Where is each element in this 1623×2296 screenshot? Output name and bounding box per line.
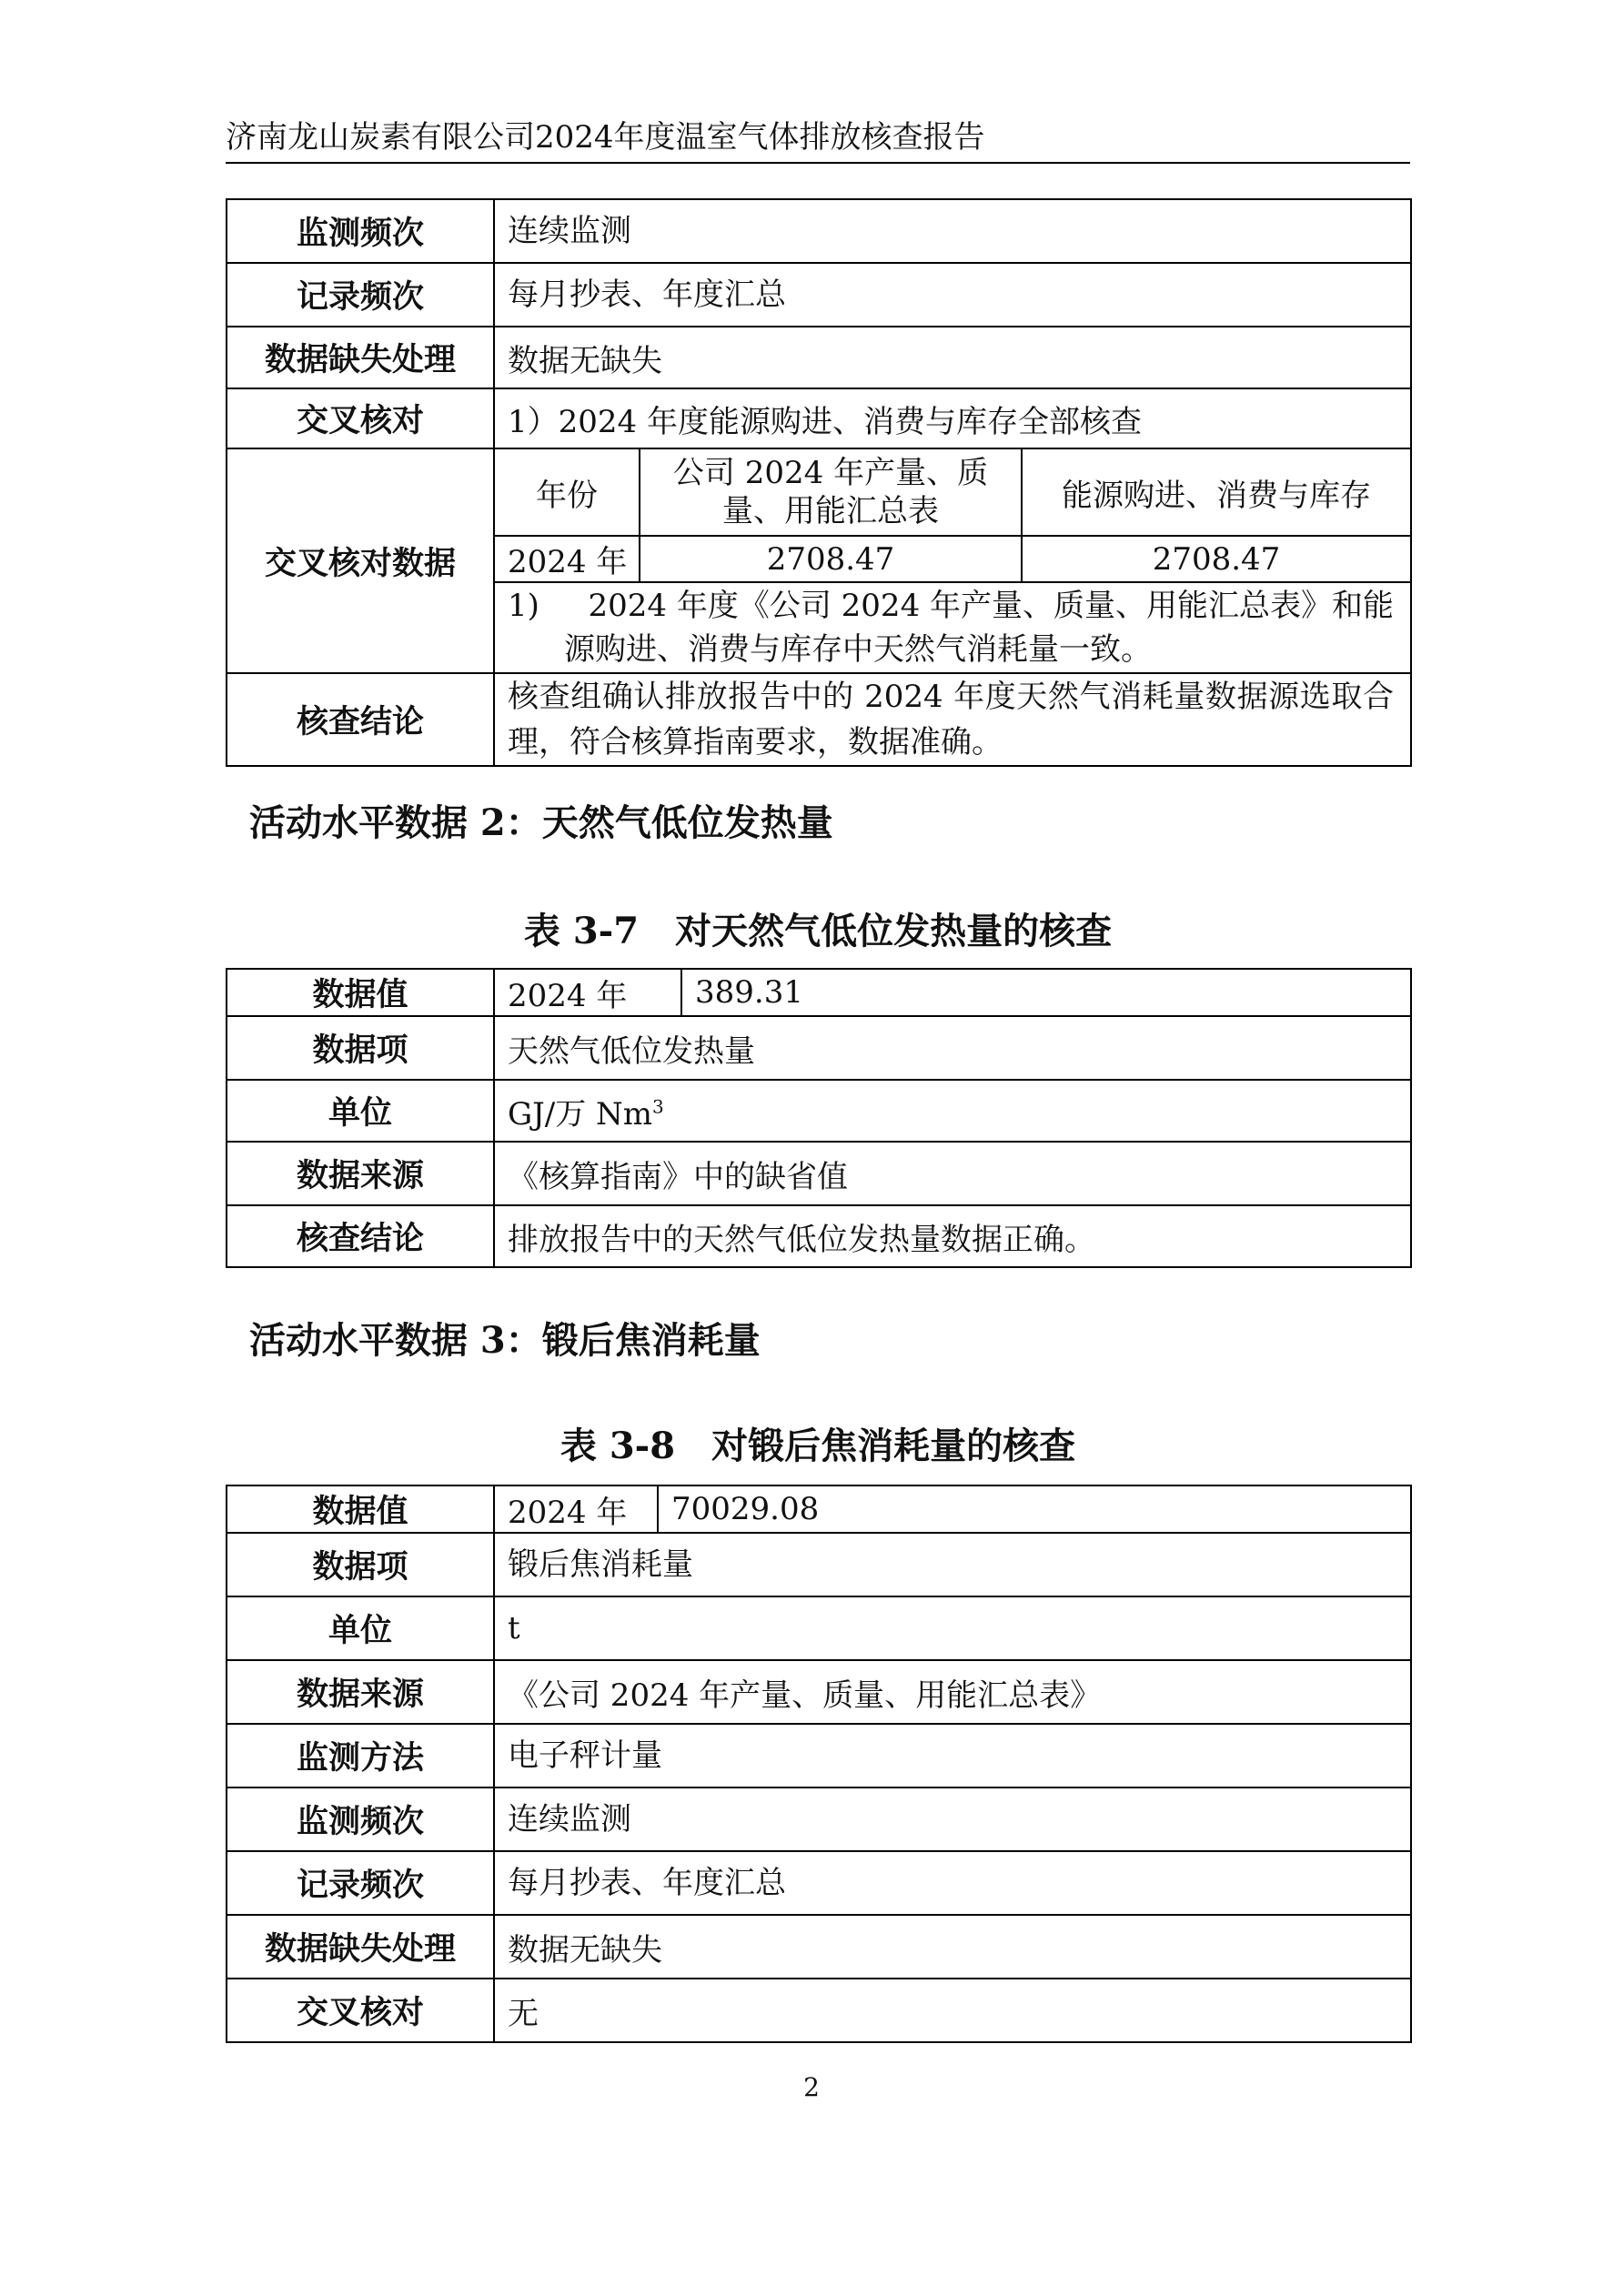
- table-row: [227, 969, 1411, 1016]
- row-value: 数据无缺失: [494, 1915, 1411, 1979]
- value-cell: 389.31: [681, 969, 1411, 1016]
- table-row: [227, 1724, 1411, 1787]
- section-heading-2: 活动水平数据 2：天然气低位发热量: [249, 801, 833, 844]
- row-value: 数据无缺失: [494, 327, 1411, 388]
- table-caption-3-7: 表 3-7 对天然气低位发热量的核查: [523, 910, 1113, 952]
- row-label: 交叉核对: [227, 1979, 494, 2042]
- table-row: [227, 1533, 1411, 1596]
- table-3-7: [226, 968, 1412, 1268]
- conclusion-text: 核查组确认排放报告中的 2024 年度天然气消耗量数据源选取合理，符合核算指南要求，数据准确。: [494, 673, 1411, 766]
- note-line-2: 源购进、消费与库存中天然气消耗量一致。: [564, 631, 1152, 668]
- row-label: 记录频次: [227, 1851, 494, 1915]
- row-label: 数据项: [227, 1533, 494, 1596]
- row-label: 数据来源: [227, 1142, 494, 1205]
- row-label: 监测频次: [227, 199, 494, 263]
- table-row: [227, 388, 1411, 448]
- row-value: 《核算指南》中的缺省值: [494, 1142, 1411, 1205]
- section-heading-3: 活动水平数据 3：锻后焦消耗量: [249, 1319, 761, 1362]
- row-label: 数据项: [227, 1016, 494, 1080]
- row-value: t: [494, 1596, 1411, 1660]
- page-number: 2: [803, 2072, 820, 2102]
- row-label: 单位: [227, 1596, 494, 1660]
- row-label: 数据值: [227, 969, 494, 1016]
- row-label: 数据值: [227, 1485, 494, 1533]
- row-value: [494, 1080, 1411, 1142]
- column-header-summary-table: 公司 2024 年产量、质量、用能汇总表: [640, 448, 1022, 536]
- table-row: [227, 673, 1411, 766]
- table-row: [227, 1080, 1411, 1142]
- row-label: 监测方法: [227, 1724, 494, 1787]
- unit-superscript: 3: [652, 1095, 664, 1118]
- row-label: 监测频次: [227, 1787, 494, 1851]
- row-value: 1）2024 年度能源购进、消费与库存全部核查: [494, 388, 1411, 448]
- row-value: 连续监测: [494, 1787, 1411, 1851]
- row-value: 每月抄表、年度汇总: [494, 263, 1411, 327]
- row-label: 单位: [227, 1080, 494, 1142]
- row-value: 锻后焦消耗量: [494, 1533, 1411, 1596]
- row-label: 交叉核对: [227, 388, 494, 448]
- row-value: 《公司 2024 年产量、质量、用能汇总表》: [494, 1660, 1411, 1724]
- table-row: [227, 1485, 1411, 1533]
- table-row: [227, 263, 1411, 327]
- row-label: 数据来源: [227, 1660, 494, 1724]
- verification-table-natural-gas-consumption: [226, 198, 1412, 767]
- table-row: [227, 1016, 1411, 1080]
- row-label: 核查结论: [227, 1205, 494, 1267]
- table-row: [227, 1142, 1411, 1205]
- cross-check-header-row: [227, 448, 1411, 536]
- row-value: 无: [494, 1979, 1411, 2042]
- table-row: [227, 327, 1411, 388]
- summary-value-cell: 2708.47: [640, 536, 1022, 582]
- table-row: [227, 1596, 1411, 1660]
- energy-value-cell: 2708.47: [1022, 536, 1411, 582]
- row-value: 电子秤计量: [494, 1724, 1411, 1787]
- row-value: 排放报告中的天然气低位发热量数据正确。: [494, 1205, 1411, 1267]
- row-value: 天然气低位发热量: [494, 1016, 1411, 1080]
- row-label: 数据缺失处理: [227, 1915, 494, 1979]
- value-cell: 70029.08: [658, 1485, 1411, 1533]
- table-row: [227, 1205, 1411, 1267]
- table-row: [227, 1915, 1411, 1979]
- table-row: [227, 1787, 1411, 1851]
- row-value: 每月抄表、年度汇总: [494, 1851, 1411, 1915]
- year-cell: 2024 年: [494, 969, 681, 1016]
- year-cell: 2024 年: [494, 1485, 658, 1533]
- year-cell: 2024 年: [494, 536, 640, 582]
- row-value: 连续监测: [494, 199, 1411, 263]
- row-label: 记录频次: [227, 263, 494, 327]
- table-row: [227, 1851, 1411, 1915]
- note-line-1: 2024 年度《公司 2024 年产量、质量、用能汇总表》和能: [588, 588, 1395, 624]
- cross-check-data-label: 交叉核对数据: [227, 448, 494, 673]
- report-title: 济南龙山炭素有限公司2024年度温室气体排放核查报告: [226, 119, 985, 156]
- column-header-energy-purchase: 能源购进、消费与库存: [1022, 448, 1411, 536]
- page-header: [226, 115, 1410, 164]
- table-row: [227, 199, 1411, 263]
- unit-text: GJ/万 Nm: [508, 1095, 653, 1133]
- column-header-year: 年份: [494, 448, 640, 536]
- table-3-8: [226, 1485, 1412, 2043]
- row-label: 核查结论: [227, 673, 494, 766]
- table-caption-3-8: 表 3-8 对锻后焦消耗量的核查: [559, 1425, 1076, 1467]
- table-row: [227, 1660, 1411, 1724]
- cross-check-note: [494, 582, 1411, 673]
- table-row: [227, 1979, 1411, 2042]
- note-number: 1): [508, 588, 539, 624]
- row-label: 数据缺失处理: [227, 327, 494, 388]
